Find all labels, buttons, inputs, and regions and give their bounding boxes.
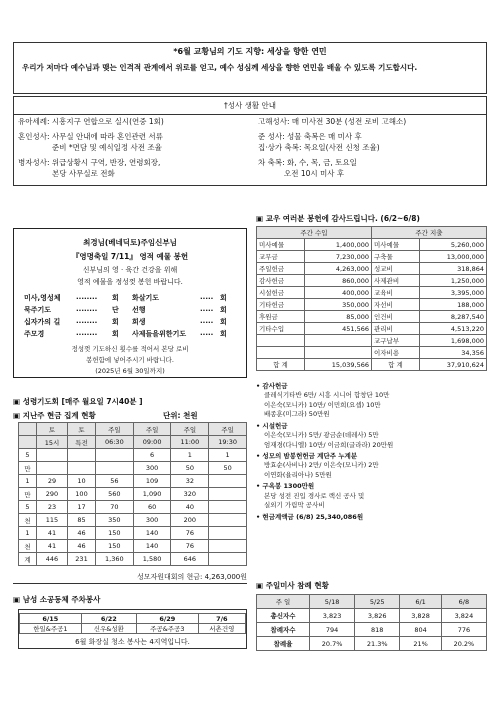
tally-cell: 46 (68, 540, 96, 553)
expense-item: 성교비 (371, 263, 419, 275)
mass-cell: 총신자수 (257, 609, 310, 623)
tally-cell: 40 (171, 501, 209, 514)
income-label: 주간 수입 (257, 227, 372, 239)
mass-cell: 21% (400, 637, 442, 651)
tally-cell: 5 (19, 501, 37, 514)
youth-date: 6/22 (81, 614, 136, 624)
tally-cell (209, 475, 247, 488)
table-row (19, 488, 247, 501)
finance-title: ▣ 교우 여러분 봉헌에 감사드립니다. (6/2~6/8) (256, 214, 420, 223)
mass-header-cell: 6/1 (400, 595, 442, 609)
tally-cell: 60 (133, 501, 171, 514)
youth-name: 신우&성환 (81, 624, 136, 634)
tally-cell: 100 (68, 488, 96, 501)
car-line2: 오전 10시 미사 후 (284, 168, 345, 178)
tally-cell: 76 (171, 527, 209, 540)
tally-cell: 300 (133, 462, 171, 475)
tally-cell: 41 (36, 540, 67, 553)
table-row (19, 501, 247, 514)
expense-item: 교육비 (371, 287, 419, 299)
donation-h1: • 감사헌금 (256, 382, 288, 390)
tally-table-wrap (18, 422, 247, 566)
tally-header-cell: 09:00 (133, 436, 171, 449)
table-row (19, 540, 247, 553)
mass-cell: 3,823 (310, 609, 355, 623)
tally-cell (95, 449, 133, 462)
tally-cell: 50 (171, 462, 209, 475)
feast-item-name: 미사,영성체 (24, 294, 61, 302)
feast-item-name: 십자가의 길 (24, 318, 61, 326)
feast-item-row (24, 293, 246, 303)
tally-cell (95, 462, 133, 475)
expense-label: 주간 지출 (371, 227, 486, 239)
feast-item-name: 사제들을위한기도 (132, 330, 187, 338)
feast-desc2: 영적 예물을 정성껏 봉헌 바랍니다. (77, 278, 183, 286)
tally-cell: 231 (68, 553, 96, 566)
expense-value: 34,356 (419, 347, 486, 359)
donation-h3: • 성모의 밤봉헌헌금 계단주 누계분 (256, 451, 358, 460)
mass-table (256, 594, 487, 651)
tally-title: ▣ 지난주 현금 집계 현황 (13, 411, 96, 420)
tally-cell (209, 540, 247, 553)
table-row (257, 637, 487, 651)
income-item: 감사헌금 (257, 275, 305, 287)
feast-desc1: 신부님의 영 · 육간 건강을 위해 (82, 266, 178, 274)
table-row (257, 347, 487, 359)
feast-dots: ........ (76, 317, 98, 325)
tally-cell: 140 (133, 527, 171, 540)
total-label-income: 합 계 (257, 359, 305, 371)
youth-box (18, 609, 247, 649)
feast-dots: ........ (76, 305, 98, 313)
tally-cell (209, 553, 247, 566)
table-row (257, 623, 487, 637)
tally-cell: 23 (36, 501, 67, 514)
expense-value: 13,000,000 (419, 251, 486, 263)
feast-dots: ........ (76, 329, 98, 337)
feast-items (14, 293, 246, 339)
feast-note1: 정성껏 기도하신 횟수를 적어서 본당 로비 (71, 345, 189, 353)
table-row (257, 299, 487, 311)
income-item: 기타수입 (257, 323, 305, 335)
youth-note: 6월 화장실 청소 봉사는 4지역입니다. (75, 638, 190, 646)
marriage-line1: 혼인성사: 사무실 안내에 따라 혼인관련 서류 (18, 131, 163, 141)
youth-name: 서촌건영 (198, 624, 245, 634)
expense-value: 188,000 (419, 299, 486, 311)
donation-h5: • 현금계액금 (6/8) 25,340,086원 (256, 513, 364, 522)
mass-cell: 794 (310, 623, 355, 637)
tally-cell: 1,580 (133, 553, 171, 566)
tally-cell (68, 449, 96, 462)
sacrament-box (13, 96, 487, 186)
tally-cell: 1,360 (95, 553, 133, 566)
sick-line1: 병자성사: 위급상황시 구역, 반장, 연령회장, (18, 157, 161, 167)
feast-dots: ..... (200, 305, 214, 313)
income-item: 교무금 (257, 251, 305, 263)
feast-item-unit: 회 (220, 330, 227, 338)
tally-header-cell: 19:30 (209, 436, 247, 449)
table-row (257, 263, 487, 275)
donation-l5: 엄재경(다니엘) 10만/ 이금희(글라라) 20만원 (264, 440, 394, 449)
donation-l4: 이은숙(모니카) 5만/ 광금순(데레사) 5만 (264, 431, 379, 440)
total-income: 15,039,566 (304, 359, 371, 371)
tally-header-cell: 15시 (36, 436, 67, 449)
tally-header-cell (19, 436, 37, 449)
feast-item-row (24, 329, 246, 339)
feast-item-unit: 단 (112, 306, 119, 314)
expense-value: 8,287,540 (419, 311, 486, 323)
donation-l2: 이은숙(모니카) 10만/ 이민희(요셉) 10만 (264, 400, 381, 409)
table-row (257, 251, 487, 263)
expense-item: 사제관비 (371, 275, 419, 287)
tally-cell: 17 (68, 501, 96, 514)
table-row (19, 462, 247, 475)
tally-cell: 300 (133, 514, 171, 527)
tally-header (13, 410, 247, 421)
feast-item-row (24, 317, 246, 327)
tally-cell (209, 501, 247, 514)
mass-cell: 참례자수 (257, 623, 310, 637)
blessing-line1: 준 성사: 성물 축복은 매 미사 후 (258, 131, 362, 141)
tally-cell: 646 (171, 553, 209, 566)
feast-item-unit: 회 (112, 318, 119, 326)
tally-cell: 140 (133, 540, 171, 553)
tally-cell: 200 (171, 514, 209, 527)
tally-header-cell: 06:30 (95, 436, 133, 449)
tally-cell (68, 462, 96, 475)
tally-cell: 5 (19, 449, 37, 462)
tally-unit: 단위: 천원 (163, 411, 198, 420)
tally-cell: 계 (19, 553, 37, 566)
prayer-box (13, 42, 487, 94)
income-value: 350,000 (304, 299, 371, 311)
tally-cell: 32 (171, 475, 209, 488)
tally-cell: 350 (95, 514, 133, 527)
tally-cell: 76 (171, 540, 209, 553)
mass-header-cell: 5/18 (310, 595, 355, 609)
expense-item: 인건비 (371, 311, 419, 323)
expense-value: 3,395,000 (419, 287, 486, 299)
tally-cell: 만 (19, 462, 37, 475)
feast-item-unit: 회 (220, 306, 227, 314)
donation-l8: 본당 성전 진입 경사로 랙신 공사 및 (264, 491, 365, 500)
tally-total: 성모자원대회의 현금: 4,263,000원 (13, 572, 247, 584)
youth-title: ▣ 남성 소공동체 주차봉사 (13, 595, 101, 604)
tally-cell (36, 462, 67, 475)
feast-item-unit: 회 (220, 318, 227, 326)
feast-item-unit: 회 (220, 294, 227, 302)
expense-item: 교구납부 (371, 335, 419, 347)
feast-item-name: 묵주기도 (24, 306, 52, 314)
infant-baptism: 유아세례: 시흥지구 연합으로 실시(연중 1회) (18, 117, 164, 126)
income-item: 기타헌금 (257, 299, 305, 311)
car-line1: 차 축복: 화, 수, 목, 금, 토요일 (258, 157, 357, 167)
tally-cell: 115 (36, 514, 67, 527)
feast-title1: 최경님(베네딕토)주임신부님 (83, 238, 177, 247)
feast-note2: 봉헌함에 넣어주시기 바랍니다. (86, 356, 174, 364)
feast-item-name: 선행 (132, 306, 146, 314)
table-row (19, 449, 247, 462)
sacrament-right (258, 117, 484, 179)
feast-dots: ..... (200, 317, 214, 325)
marriage-line2: 준비 *면담 및 예식일정 사전 조율 (52, 142, 162, 152)
tally-cell: 150 (95, 527, 133, 540)
mass-cell: 20.7% (310, 637, 355, 651)
income-value (304, 335, 371, 347)
feast-dots: ..... (200, 293, 214, 301)
tally-cell (209, 527, 247, 540)
tally-cell: 1 (209, 449, 247, 462)
tally-cell (209, 514, 247, 527)
tally-cell: 290 (36, 488, 67, 501)
mass-header-cell: 5/25 (355, 595, 400, 609)
tally-cell: 29 (36, 475, 67, 488)
mass-cell: 참례율 (257, 637, 310, 651)
table-row (257, 323, 487, 335)
youth-table (19, 613, 246, 634)
tally-cell: 56 (95, 475, 133, 488)
tally-cell: 6 (133, 449, 171, 462)
mass-cell: 3,828 (400, 609, 442, 623)
mass-header-cell: 6/8 (441, 595, 486, 609)
tally-cell: 70 (95, 501, 133, 514)
tally-header-cell: 주일 (171, 423, 209, 436)
donation-l3: 배종훈(미그라) 50만원 (264, 410, 330, 419)
tally-header-cell: 주일 (209, 423, 247, 436)
tally-cell: 560 (95, 488, 133, 501)
feast-item-name: 화살기도 (132, 294, 160, 302)
income-value: 1,400,000 (304, 239, 371, 251)
table-row (257, 311, 487, 323)
youth-date: 7/6 (198, 614, 245, 624)
income-item (257, 347, 305, 359)
expense-item: 자선비 (371, 299, 419, 311)
sacrament-left (18, 117, 254, 179)
mass-table-wrap (256, 594, 487, 651)
income-value: 7,230,000 (304, 251, 371, 263)
mass-header-cell: 주 일 (257, 595, 310, 609)
tally-cell: 1 (19, 475, 37, 488)
mass-cell: 818 (355, 623, 400, 637)
tally-cell: 1 (19, 527, 37, 540)
total-expense: 37,910,624 (419, 359, 486, 371)
total-label-expense: 합 계 (371, 359, 419, 371)
income-value: 860,000 (304, 275, 371, 287)
expense-value: 1,698,000 (419, 335, 486, 347)
mass-cell: 21.3% (355, 637, 400, 651)
mass-cell: 3,824 (441, 609, 486, 623)
tally-cell: 109 (133, 475, 171, 488)
table-row (19, 514, 247, 527)
tally-cell: 10 (68, 475, 96, 488)
feast-item-row (24, 305, 246, 315)
feast-item-unit: 회 (112, 330, 119, 338)
tally-header-cell: 11:00 (171, 436, 209, 449)
tally-cell: 446 (36, 553, 67, 566)
income-value: 85,000 (304, 311, 371, 323)
feast-title2: 『영명축일 7/11』 영적 예물 봉헌 (71, 252, 189, 261)
feast-dots: ........ (76, 293, 98, 301)
table-row (257, 275, 487, 287)
income-value: 400,000 (304, 287, 371, 299)
tally-cell: 1,090 (133, 488, 171, 501)
mass-cell: 20.2% (441, 637, 486, 651)
youth-date: 6/15 (20, 614, 82, 624)
donation-l1: 클레식기타반 6만/ 시흥 시니어 합창단 10만 (264, 391, 390, 400)
income-item (257, 335, 305, 347)
feast-item-name: 주모경 (24, 330, 45, 338)
tally-cell: 46 (68, 527, 96, 540)
tally-header-cell: 토 (68, 423, 96, 436)
youth-name: 한일&주공1 (20, 624, 82, 634)
table-row (19, 475, 247, 488)
tally-cell: 천 (19, 514, 37, 527)
mass-title: ▣ 주일미사 참례 현황 (256, 581, 329, 590)
expense-value: 4,513,220 (419, 323, 486, 335)
confession: 고해성사: 매 미사전 30분 (성전 로비 고해소) (258, 117, 407, 126)
youth-date: 6/29 (136, 614, 198, 624)
table-row (257, 609, 487, 623)
income-item: 후원금 (257, 311, 305, 323)
table-row (19, 527, 247, 540)
tally-cell: 320 (171, 488, 209, 501)
donation-h4: • 구옥봉 1300만원 (256, 482, 315, 491)
table-row (257, 335, 487, 347)
feast-item-unit: 회 (112, 294, 119, 302)
youth-name: 주공&주공3 (136, 624, 198, 634)
tally-cell: 1 (171, 449, 209, 462)
donations (256, 382, 487, 523)
tally-header-cell: 주일 (133, 423, 171, 436)
expense-item: 미사예물 (371, 239, 419, 251)
mass-cell: 3,826 (355, 609, 400, 623)
expense-value: 5,260,000 (419, 239, 486, 251)
income-item: 미사예물 (257, 239, 305, 251)
tally-header-cell: 주일 (95, 423, 133, 436)
prayer-title: *6월 교황님의 기도 지향: 세상을 향한 연민 (173, 47, 327, 56)
feast-dots: ..... (200, 329, 214, 337)
donation-l7: 이연화(율리아나) 5만원 (264, 470, 332, 479)
tally-cell (209, 488, 247, 501)
prayer-text: 우리가 저마다 예수님과 맺는 인격적 관계에서 위로를 얻고, 예수 성심께 세상을 향한 연민을 배울 수 있도록 기도합시다. (22, 63, 418, 72)
tally-cell: 만 (19, 488, 37, 501)
tally-cell: 41 (36, 527, 67, 540)
donation-l9: 실외기 가림막 공사비 (264, 501, 325, 510)
income-value: 451,566 (304, 323, 371, 335)
finance-table-wrap (256, 226, 487, 371)
expense-item: 구축물 (371, 251, 419, 263)
feast-deadline: (2025년 6월 30일까지) (95, 367, 165, 375)
tally-cell: 50 (209, 462, 247, 475)
income-item: 시설헌금 (257, 287, 305, 299)
tally-header-cell (19, 423, 37, 436)
expense-item: 관리비 (371, 323, 419, 335)
income-value: 4,263,000 (304, 263, 371, 275)
finance-table (256, 226, 487, 371)
mass-cell: 776 (441, 623, 486, 637)
tally-header-cell: 특전 (68, 436, 96, 449)
income-value (304, 347, 371, 359)
table-row (19, 553, 247, 566)
feast-item-name: 희생 (132, 318, 146, 326)
sick-line2: 본당 사무실로 전화 (52, 168, 115, 178)
donation-l6: 방효순(사비나) 2만/ 이은숙(모니카) 2만 (264, 461, 379, 470)
mass-cell: 804 (400, 623, 442, 637)
income-item: 주일헌금 (257, 263, 305, 275)
expense-value: 1,250,000 (419, 275, 486, 287)
sacrament-title: †성사 생활 안내 (14, 97, 486, 115)
tally-table (18, 422, 247, 566)
blessing-line2: 집·상가 축복: 목요일(사전 신청 조율) (258, 142, 380, 152)
tally-cell: 천 (19, 540, 37, 553)
bible-title: ▣ 성령기도회 [매주 월요일 7시40분 ] (13, 397, 143, 406)
table-row (257, 287, 487, 299)
tally-cell: 150 (95, 540, 133, 553)
tally-cell: 85 (68, 514, 96, 527)
table-row (257, 239, 487, 251)
feast-box (13, 228, 247, 378)
expense-value: 318,864 (419, 263, 486, 275)
expense-item: 이자비용 (371, 347, 419, 359)
tally-header-cell: 토 (36, 423, 67, 436)
tally-cell (36, 449, 67, 462)
donation-h2: • 시설헌금 (256, 421, 288, 430)
